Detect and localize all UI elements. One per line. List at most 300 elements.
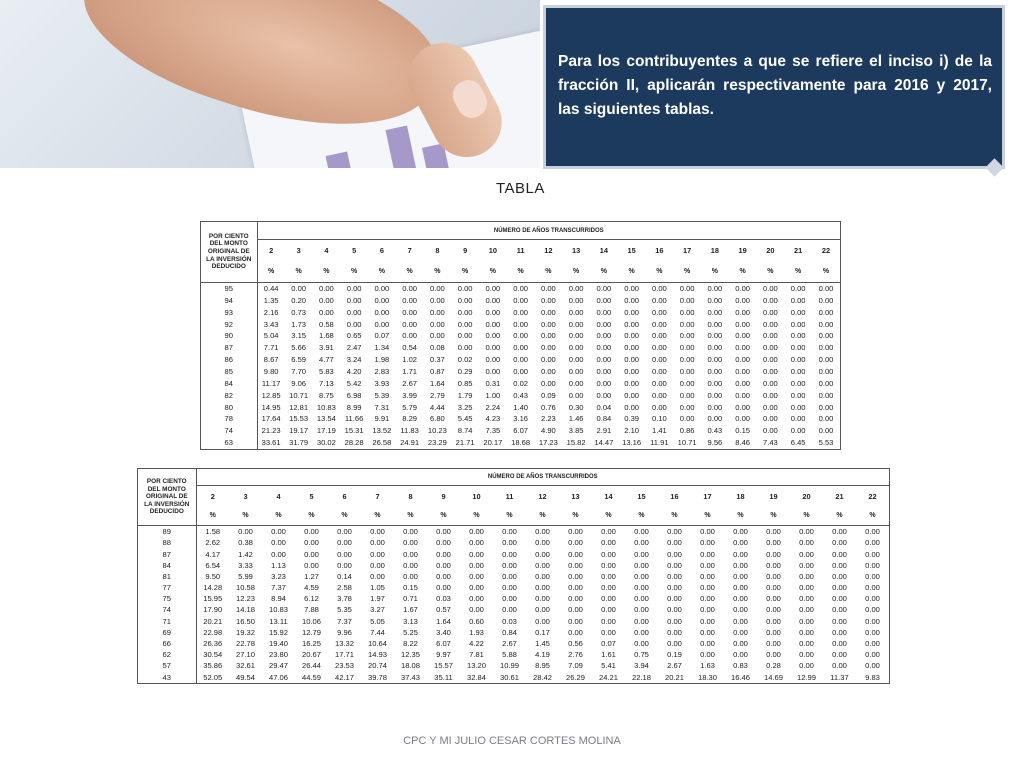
value-cell: 0.07 — [601, 638, 616, 648]
value-cell: 3.99 — [402, 390, 418, 400]
row-percent-cell: 69 — [138, 627, 196, 638]
value-cell: 0.00 — [540, 295, 556, 305]
year-header-cell: 12 — [544, 246, 553, 256]
value-cell: 0.00 — [568, 331, 584, 341]
value-cell: 0.00 — [436, 583, 451, 593]
value-cell: 4.17 — [205, 549, 221, 559]
row-percent-cell: 66 — [138, 638, 196, 649]
value-cell: 0.00 — [818, 307, 834, 317]
value-cell: 0.00 — [601, 560, 616, 570]
value-cell: 0.00 — [624, 378, 640, 388]
value-cell: 0.15 — [403, 583, 418, 593]
value-cell: 5.79 — [402, 402, 418, 412]
value-cell: 14.69 — [763, 672, 783, 682]
footer-author: CPC Y MI JULIO CESAR CORTES MOLINA — [403, 735, 621, 747]
table-row — [201, 390, 840, 402]
value-cell: 0.00 — [762, 343, 778, 353]
inversion-header-label — [201, 222, 257, 282]
value-cell: 0.00 — [568, 307, 584, 317]
value-cell: 0.00 — [304, 538, 319, 548]
year-header-cell: 11 — [505, 491, 514, 501]
value-cell: 17.90 — [203, 605, 223, 615]
value-cell: 0.00 — [535, 538, 550, 548]
percent-header-cell: % — [784, 261, 812, 282]
value-cell: 30.61 — [499, 672, 519, 682]
value-cell: 0.00 — [485, 283, 501, 293]
percent-header-cell: % — [257, 261, 285, 282]
table-row — [138, 605, 889, 616]
row-percent-cell: 94 — [201, 295, 257, 307]
value-cell: 7.37 — [271, 583, 286, 593]
value-cell: 17.71 — [334, 650, 354, 660]
value-cell: 6.07 — [436, 638, 451, 648]
row-percent-cell: 78 — [201, 413, 257, 425]
value-cell: 32.84 — [466, 672, 486, 682]
percent-row — [138, 506, 889, 525]
year-header-cell: 22 — [868, 491, 877, 501]
percent-header-cell: % — [196, 506, 229, 525]
value-cell: 11.91 — [650, 438, 669, 448]
value-cell: 31.79 — [289, 438, 309, 448]
value-cell: 7.35 — [485, 426, 501, 436]
value-cell: 0.00 — [651, 367, 667, 376]
value-cell: 0.00 — [679, 307, 695, 317]
percent-header-cell: % — [396, 261, 424, 282]
value-cell: 0.00 — [766, 549, 781, 559]
value-cell: 0.31 — [485, 378, 501, 388]
value-cell: 0.00 — [667, 627, 682, 637]
value-cell: 12.79 — [301, 627, 321, 637]
value-cell: 2.79 — [429, 390, 445, 400]
year-header-cell: 13 — [572, 246, 581, 256]
value-cell: 23.29 — [427, 438, 447, 448]
value-cell: 1.02 — [402, 355, 418, 365]
value-cell: 0.00 — [337, 549, 352, 559]
year-header-cell: 18 — [736, 491, 745, 501]
value-cell: 22.18 — [631, 672, 651, 682]
value-cell: 0.00 — [799, 594, 814, 604]
percent-header-cell: % — [451, 261, 479, 282]
value-cell: 0.00 — [865, 583, 880, 593]
value-cell: 0.00 — [513, 331, 529, 341]
value-cell: 0.00 — [799, 616, 814, 626]
value-cell: 0.00 — [502, 549, 517, 559]
value-cell: 0.00 — [651, 355, 667, 365]
value-cell: 9.56 — [707, 438, 723, 448]
value-cell: 0.00 — [596, 390, 612, 400]
value-cell: 0.00 — [540, 331, 556, 341]
value-cell: 8.29 — [402, 414, 418, 424]
row-percent-cell: 86 — [201, 354, 257, 366]
table-row — [201, 354, 840, 366]
value-cell: 1.68 — [318, 331, 334, 341]
value-cell: 0.76 — [540, 402, 556, 412]
value-cell: 0.00 — [271, 538, 286, 548]
value-cell: 10.58 — [235, 583, 255, 593]
value-cell: 0.00 — [634, 571, 649, 581]
value-cell: 0.00 — [485, 355, 501, 365]
value-cell: 2.67 — [402, 378, 418, 388]
value-cell: 12.81 — [289, 402, 309, 412]
value-cell: 1.42 — [238, 549, 253, 559]
value-cell: 0.00 — [766, 538, 781, 548]
value-cell: 9.83 — [865, 672, 880, 682]
value-cell: 0.00 — [733, 571, 748, 581]
value-cell: 9.91 — [374, 414, 390, 424]
year-header-cell: 3 — [296, 246, 301, 256]
value-cell: 0.39 — [624, 414, 640, 424]
row-percent-cell: 62 — [138, 649, 196, 660]
percent-header-cell: % — [691, 506, 724, 525]
value-cell: 30.54 — [203, 650, 223, 660]
value-cell: 0.00 — [766, 560, 781, 570]
year-header-cell: 17 — [683, 246, 692, 256]
percent-header-cell: % — [493, 506, 526, 525]
value-cell: 0.00 — [374, 319, 390, 329]
value-cell: 3.43 — [263, 319, 279, 329]
value-cell: 16.46 — [730, 672, 750, 682]
value-cell: 0.00 — [762, 319, 778, 329]
table-row — [138, 616, 889, 627]
value-cell: 0.00 — [766, 616, 781, 626]
value-cell: 0.00 — [535, 560, 550, 570]
value-cell: 7.13 — [318, 378, 334, 388]
table-row — [138, 660, 889, 671]
value-cell: 1.41 — [651, 426, 667, 436]
value-cell: 0.09 — [540, 390, 556, 400]
value-cell: 3.93 — [374, 378, 390, 388]
value-cell: 0.00 — [832, 571, 847, 581]
year-header-cell: 4 — [324, 246, 329, 256]
info-text: Para los contribuyentes a que se refiere el inciso i) de la fracción II, aplicarán respectivamente para 2016 y 2017, las siguientes tablas. — [558, 53, 992, 118]
value-cell: 14.47 — [594, 438, 614, 448]
value-cell: 0.00 — [735, 319, 751, 329]
percent-header-cell: % — [646, 261, 674, 282]
value-cell: 6.59 — [291, 355, 307, 365]
year-header-cell: 10 — [488, 246, 497, 256]
value-cell: 4.59 — [304, 583, 319, 593]
value-cell: 1.27 — [304, 571, 319, 581]
value-cell: 0.00 — [818, 331, 834, 341]
value-cell: 0.00 — [502, 560, 517, 570]
value-cell: 0.00 — [513, 283, 529, 293]
value-cell: 0.00 — [735, 331, 751, 341]
year-header-cell: 17 — [703, 491, 712, 501]
value-cell: 0.00 — [762, 378, 778, 388]
table-row — [201, 282, 840, 295]
value-cell: 0.00 — [766, 571, 781, 581]
value-cell: 0.00 — [799, 583, 814, 593]
value-cell: 0.00 — [370, 527, 385, 537]
value-cell: 0.00 — [762, 426, 778, 436]
year-header-cell: 8 — [408, 491, 413, 501]
value-cell: 0.00 — [766, 605, 781, 615]
percent-header-cell: % — [394, 506, 427, 525]
value-cell: 0.00 — [766, 594, 781, 604]
table-row — [201, 437, 840, 449]
value-cell: 0.00 — [634, 627, 649, 637]
table-row — [201, 342, 840, 354]
value-cell: 0.00 — [667, 605, 682, 615]
value-cell: 0.00 — [634, 605, 649, 615]
value-cell: 0.00 — [436, 571, 451, 581]
value-cell: 0.00 — [679, 319, 695, 329]
header-photo-hand-touching-chart — [0, 0, 540, 168]
value-cell: 0.83 — [733, 661, 748, 671]
value-cell: 1.79 — [457, 390, 473, 400]
value-cell: 0.00 — [865, 650, 880, 660]
value-cell: 0.00 — [568, 295, 584, 305]
value-cell: 0.00 — [667, 538, 682, 548]
value-cell: 0.00 — [402, 307, 418, 317]
value-cell: 7.88 — [304, 605, 319, 615]
percent-header-cell: % — [701, 261, 729, 282]
value-cell: 0.00 — [790, 307, 806, 317]
value-cell: 0.00 — [374, 283, 390, 293]
value-cell: 14.95 — [261, 402, 281, 412]
value-cell: 0.60 — [469, 616, 484, 626]
value-cell: 9.96 — [337, 627, 352, 637]
value-cell: 19.32 — [235, 627, 255, 637]
table-row — [201, 307, 840, 319]
value-cell: 0.00 — [762, 331, 778, 341]
value-cell: 0.71 — [403, 594, 418, 604]
year-header-cell: 14 — [604, 491, 613, 501]
value-cell: 0.43 — [513, 390, 529, 400]
value-cell: 0.00 — [790, 343, 806, 353]
year-header-cell: 16 — [670, 491, 679, 501]
value-cell: 18.68 — [511, 438, 531, 448]
inversion-header-line: DEL MONTO — [147, 485, 186, 493]
value-cell: 1.98 — [374, 355, 390, 365]
value-cell: 7.43 — [762, 438, 778, 448]
value-cell: 0.00 — [429, 331, 445, 341]
value-cell: 3.25 — [457, 402, 473, 412]
value-cell: 0.00 — [596, 331, 612, 341]
value-cell: 0.00 — [818, 319, 834, 329]
value-cell: 0.00 — [865, 638, 880, 648]
year-header-cell: 9 — [441, 491, 446, 501]
value-cell: 0.00 — [667, 549, 682, 559]
value-cell: 0.00 — [832, 605, 847, 615]
value-cell: 5.45 — [457, 414, 473, 424]
value-cell: 0.00 — [540, 378, 556, 388]
value-cell: 0.00 — [429, 295, 445, 305]
value-cell: 0.00 — [469, 594, 484, 604]
value-cell: 0.00 — [469, 560, 484, 570]
row-percent-cell: 82 — [201, 390, 257, 402]
value-cell: 0.00 — [799, 650, 814, 660]
row-percent-cell: 88 — [138, 538, 196, 549]
row-percent-cell: 71 — [138, 616, 196, 627]
value-cell: 5.04 — [263, 331, 279, 341]
value-cell: 0.84 — [596, 414, 612, 424]
value-cell: 0.17 — [535, 627, 550, 637]
value-cell: 0.00 — [318, 295, 334, 305]
value-cell: 0.00 — [568, 355, 584, 365]
value-cell: 0.00 — [535, 583, 550, 593]
value-cell: 0.00 — [346, 307, 362, 317]
value-cell: 35.86 — [203, 661, 223, 671]
row-percent-cell: 81 — [138, 571, 196, 582]
value-cell: 14.18 — [235, 605, 255, 615]
value-cell: 0.00 — [865, 538, 880, 548]
value-cell: 0.00 — [790, 390, 806, 400]
year-header-cell: 5 — [352, 246, 357, 256]
value-cell: 0.00 — [651, 283, 667, 293]
value-cell: 0.00 — [735, 390, 751, 400]
value-cell: 0.75 — [634, 650, 649, 660]
value-cell: 0.00 — [832, 661, 847, 671]
value-cell: 0.00 — [790, 283, 806, 293]
value-cell: 0.00 — [762, 283, 778, 293]
value-cell: 0.00 — [766, 583, 781, 593]
value-cell: 0.00 — [865, 605, 880, 615]
value-cell: 9.97 — [436, 650, 451, 660]
row-percent-cell: 85 — [201, 366, 257, 378]
value-cell: 0.00 — [735, 343, 751, 353]
table-row — [201, 318, 840, 330]
year-header-cell: 10 — [472, 491, 481, 501]
value-cell: 0.30 — [568, 402, 584, 412]
value-cell: 0.00 — [832, 527, 847, 537]
value-cell: 0.00 — [568, 283, 584, 293]
value-cell: 5.41 — [601, 661, 616, 671]
row-percent-cell: 80 — [201, 401, 257, 413]
value-cell: 0.02 — [513, 378, 529, 388]
value-cell: 0.58 — [318, 319, 334, 329]
value-cell: 0.00 — [402, 295, 418, 305]
value-cell: 17.64 — [261, 414, 281, 424]
years-row — [138, 486, 889, 506]
value-cell: 0.00 — [568, 594, 583, 604]
table-row — [138, 560, 889, 571]
value-cell: 0.00 — [271, 549, 286, 559]
value-cell: 0.00 — [402, 319, 418, 329]
value-cell: 22.98 — [203, 627, 223, 637]
value-cell: 6.80 — [429, 414, 445, 424]
value-cell: 0.00 — [346, 319, 362, 329]
value-cell: 0.00 — [799, 527, 814, 537]
inversion-header-line: DEDUCIDO — [149, 508, 184, 516]
value-cell: 0.00 — [700, 627, 715, 637]
year-header-cell: 13 — [571, 491, 580, 501]
value-cell: 0.00 — [700, 594, 715, 604]
value-cell: 0.00 — [790, 402, 806, 412]
value-cell: 0.00 — [865, 594, 880, 604]
value-cell: 0.00 — [596, 355, 612, 365]
value-cell: 11.66 — [344, 414, 364, 424]
table-row — [138, 571, 889, 582]
value-cell: 0.00 — [733, 650, 748, 660]
year-header-cell: 2 — [269, 246, 274, 256]
row-percent-cell: 57 — [138, 660, 196, 671]
year-header-cell: 14 — [599, 246, 608, 256]
row-percent-cell: 84 — [201, 378, 257, 390]
value-cell: 1.35 — [263, 295, 279, 305]
value-cell: 0.00 — [485, 331, 501, 341]
year-header-cell: 21 — [794, 246, 803, 256]
value-cell: 0.00 — [733, 527, 748, 537]
value-cell: 11.17 — [261, 378, 281, 388]
value-cell: 0.00 — [707, 367, 723, 376]
value-cell: 1.40 — [513, 402, 529, 412]
row-percent-cell: 43 — [138, 672, 196, 683]
value-cell: 7.09 — [568, 661, 583, 671]
value-cell: 0.00 — [707, 402, 723, 412]
table-row — [201, 378, 840, 390]
row-percent-cell: 74 — [138, 605, 196, 616]
value-cell: 2.23 — [540, 414, 556, 424]
inversion-header-line: DEDUCIDO — [211, 263, 246, 271]
value-cell: 0.00 — [568, 560, 583, 570]
value-cell: 0.00 — [596, 378, 612, 388]
value-cell: 52.05 — [203, 672, 223, 682]
value-cell: 5.83 — [318, 367, 334, 376]
value-cell: 0.00 — [403, 538, 418, 548]
percent-header-cell: % — [295, 506, 328, 525]
value-cell: 0.00 — [733, 627, 748, 637]
value-cell: 0.00 — [304, 549, 319, 559]
table-row — [138, 672, 889, 683]
value-cell: 0.00 — [634, 638, 649, 648]
value-cell: 0.00 — [624, 319, 640, 329]
percent-header-cell: % — [526, 506, 559, 525]
value-cell: 20.21 — [203, 616, 223, 626]
value-cell: 0.57 — [436, 605, 451, 615]
value-cell: 0.00 — [818, 295, 834, 305]
value-cell: 5.42 — [346, 378, 362, 388]
percent-header-cell: % — [262, 506, 295, 525]
value-cell: 0.29 — [457, 367, 473, 376]
value-cell: 8.22 — [403, 638, 418, 648]
value-cell: 0.00 — [374, 307, 390, 317]
value-cell: 0.00 — [832, 627, 847, 637]
value-cell: 3.15 — [291, 331, 307, 341]
value-cell: 0.00 — [596, 319, 612, 329]
value-cell: 0.00 — [568, 378, 584, 388]
value-cell: 0.00 — [790, 355, 806, 365]
value-cell: 1.00 — [485, 390, 501, 400]
value-cell: 15.95 — [203, 594, 223, 604]
value-cell: 0.00 — [735, 378, 751, 388]
value-cell: 0.00 — [651, 319, 667, 329]
value-cell: 0.00 — [735, 307, 751, 317]
value-cell: 0.00 — [457, 343, 473, 353]
value-cell: 0.00 — [799, 549, 814, 559]
value-cell: 0.00 — [601, 571, 616, 581]
value-cell: 1.93 — [469, 627, 484, 637]
percent-header-cell: % — [812, 261, 840, 282]
value-cell: 1.71 — [402, 367, 418, 376]
value-cell: 0.00 — [513, 307, 529, 317]
year-header-cell: 6 — [379, 246, 384, 256]
value-cell: 0.00 — [568, 319, 584, 329]
percent-header-cell: % — [535, 261, 563, 282]
value-cell: 3.78 — [337, 594, 352, 604]
value-cell: 37.43 — [400, 672, 420, 682]
value-cell: 0.00 — [429, 283, 445, 293]
value-cell: 0.00 — [679, 295, 695, 305]
value-cell: 10.06 — [301, 616, 321, 626]
value-cell: 0.00 — [502, 527, 517, 537]
value-cell: 0.00 — [337, 538, 352, 548]
value-cell: 0.00 — [799, 661, 814, 671]
percent-header-cell: % — [479, 261, 507, 282]
value-cell: 0.00 — [403, 549, 418, 559]
value-cell: 0.00 — [624, 331, 640, 341]
value-cell: 0.00 — [679, 414, 695, 424]
